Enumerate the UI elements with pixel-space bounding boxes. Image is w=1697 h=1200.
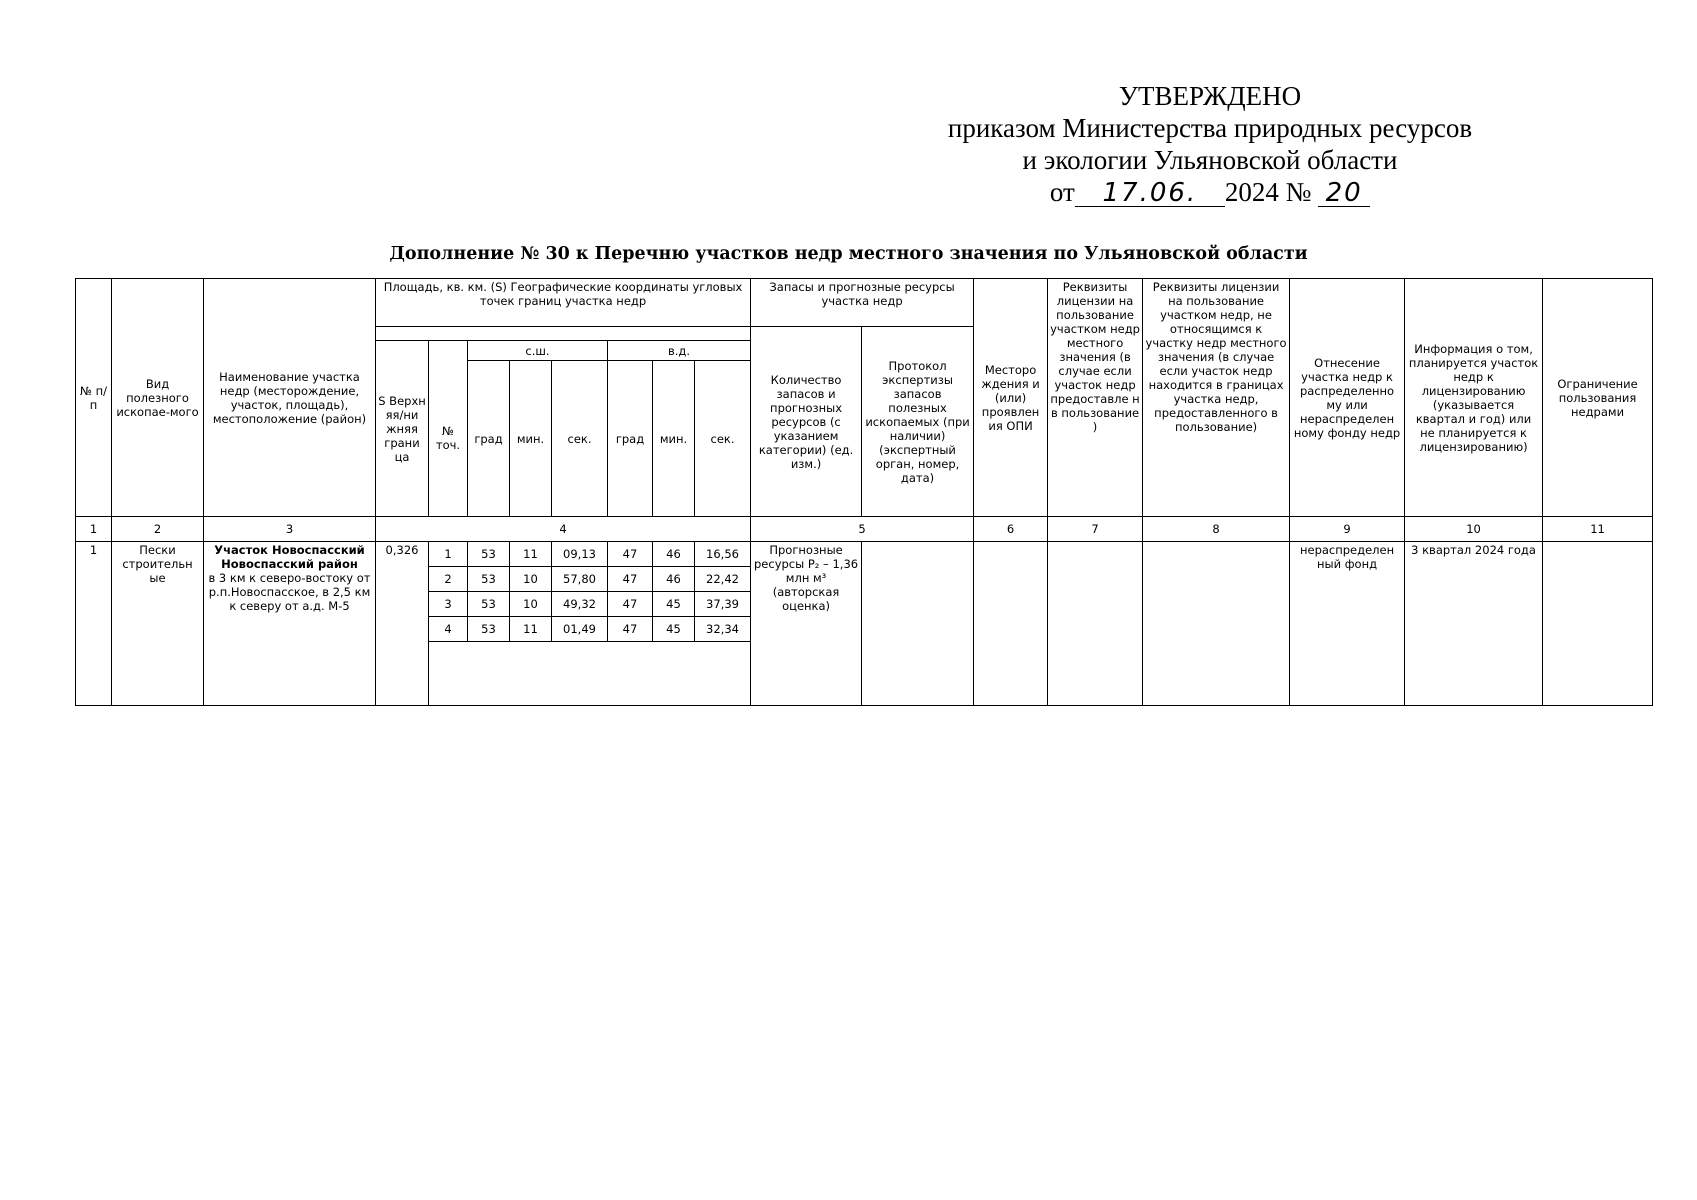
lon-deg: 47: [608, 567, 653, 592]
column-number: 8: [1143, 517, 1290, 542]
row-mineral: Пески строительн ые: [112, 542, 204, 706]
plot-name-bold: Участок Новоспасский Новоспасский район: [214, 543, 365, 571]
lon-min: 46: [653, 567, 695, 592]
column-number: 6: [974, 517, 1048, 542]
header-longitude: в.д.: [608, 341, 751, 361]
handwritten-date: 17.06.: [1102, 178, 1198, 208]
document-title: Дополнение № 30 к Перечню участков недр местного значения по Ульяновской области: [389, 244, 1308, 264]
point-number: 2: [429, 567, 468, 592]
coordinates-filler: [429, 642, 751, 706]
header-plot-name: Наименование участка недр (месторождение, участок, площадь), местоположение (район): [204, 279, 376, 517]
handwritten-number: 20: [1325, 178, 1363, 208]
lon-sec: 22,42: [695, 567, 751, 592]
approval-stamp: [860, 80, 1560, 208]
column-number: 2: [112, 517, 204, 542]
column-number: 5: [751, 517, 974, 542]
header-fund: Отнесение участка недр к распределенно му или нераспределен ному фонду недр: [1290, 279, 1405, 517]
header-deposits: Месторо ждения и (или) проявлен ия ОПИ: [974, 279, 1048, 517]
point-number: 3: [429, 592, 468, 617]
header-row-1: [76, 279, 1653, 327]
year-and-number-label: 2024 №: [1224, 177, 1312, 207]
number-field: [1318, 179, 1370, 207]
row-licensing-plan: 3 квартал 2024 года: [1405, 542, 1543, 706]
header-expert-protocol: Протокол экспертизы запасов полезных ископаемых (при наличии) (экспертный орган, номер, дата): [862, 327, 974, 517]
approval-line-2: и экологии Ульяновской области: [1022, 145, 1398, 175]
lat-min: 11: [510, 617, 552, 642]
row-restrictions: [1543, 542, 1653, 706]
row-deposits: [974, 542, 1048, 706]
row-license-other: [1143, 542, 1290, 706]
date-field: [1075, 179, 1225, 207]
lon-min: 45: [653, 592, 695, 617]
row-plot-name: [204, 542, 376, 706]
lon-deg: 47: [608, 617, 653, 642]
table-row: [76, 542, 1653, 567]
lat-min: 10: [510, 567, 552, 592]
header-lat-sec: сек.: [552, 361, 608, 517]
lon-min: 46: [653, 542, 695, 567]
header-area-coordinates: Площадь, кв. км. (S) Географические координаты угловых точек границ участка недр: [376, 279, 751, 327]
column-number: 10: [1405, 517, 1543, 542]
lat-min: 10: [510, 592, 552, 617]
lon-sec: 32,34: [695, 617, 751, 642]
point-number: 1: [429, 542, 468, 567]
approval-line-1: приказом Министерства природных ресурсов: [947, 113, 1473, 143]
lon-sec: 16,56: [695, 542, 751, 567]
lat-sec: 49,32: [552, 592, 608, 617]
header-restrictions: Ограничение пользования недрами: [1543, 279, 1653, 517]
lat-deg: 53: [468, 617, 510, 642]
approval-title: УТВЕРЖДЕНО: [1118, 81, 1302, 111]
lat-sec: 57,80: [552, 567, 608, 592]
row-license-local: [1048, 542, 1143, 706]
lat-sec: 01,49: [552, 617, 608, 642]
header-point-spacer: [429, 341, 468, 361]
row-area: 0,326: [376, 542, 429, 706]
subsoil-plots-table: [75, 278, 1653, 706]
lat-deg: 53: [468, 542, 510, 567]
plot-location: в 3 км к северо-востоку от р.п.Новоспасское, в 2,5 км к северу от а.д. М-5: [208, 571, 371, 613]
column-number: 7: [1048, 517, 1143, 542]
header-reserves-quantity: Количество запасов и прогнозных ресурсов (с указанием категории) (ед. изм.): [751, 327, 862, 517]
column-numbers-row: [76, 517, 1653, 542]
header-lat-deg: град: [468, 361, 510, 517]
header-lat-min: мин.: [510, 361, 552, 517]
column-number: 11: [1543, 517, 1653, 542]
header-area-spacer: [376, 327, 751, 341]
lat-sec: 09,13: [552, 542, 608, 567]
header-license-local: Реквизиты лицензии на пользование участком недр местного значения (в случае если участок недр предоставле н в пользование ): [1048, 279, 1143, 517]
lon-sec: 37,39: [695, 592, 751, 617]
header-area-s: S Верхн яя/ни жняя грани ца: [376, 341, 429, 517]
header-licensing-plan: Информация о том, планируется участок недр к лицензированию (указывается квартал и год) или не планируется к лицензированию): [1405, 279, 1543, 517]
date-prefix: от: [1049, 177, 1075, 207]
lon-deg: 47: [608, 542, 653, 567]
header-point-number: № точ.: [429, 361, 468, 517]
row-protocol: [862, 542, 974, 706]
row-number: 1: [76, 542, 112, 706]
header-license-other: Реквизиты лицензии на пользование участком недр, не относящимся к участку недр местного значения (в случае если участок недр находится в границах участка недр, предоставленного в пользование): [1143, 279, 1290, 517]
header-latitude: с.ш.: [468, 341, 608, 361]
column-number: 1: [76, 517, 112, 542]
header-num: № п/п: [76, 279, 112, 517]
lat-deg: 53: [468, 592, 510, 617]
approval-date-line: [860, 176, 1560, 208]
lon-deg: 47: [608, 592, 653, 617]
header-lon-deg: град: [608, 361, 653, 517]
column-number: 3: [204, 517, 376, 542]
lon-min: 45: [653, 617, 695, 642]
header-lon-min: мин.: [653, 361, 695, 517]
point-number: 4: [429, 617, 468, 642]
lat-min: 11: [510, 542, 552, 567]
header-lon-sec: сек.: [695, 361, 751, 517]
column-number: 4: [376, 517, 751, 542]
column-number: 9: [1290, 517, 1405, 542]
lat-deg: 53: [468, 567, 510, 592]
row-fund: нераспределен ный фонд: [1290, 542, 1405, 706]
header-reserves: Запасы и прогнозные ресурсы участка недр: [751, 279, 974, 327]
header-mineral: Вид полезного ископае-мого: [112, 279, 204, 517]
row-resources: Прогнозные ресурсы Р₂ – 1,36 млн м³ (авторская оценка): [751, 542, 862, 706]
